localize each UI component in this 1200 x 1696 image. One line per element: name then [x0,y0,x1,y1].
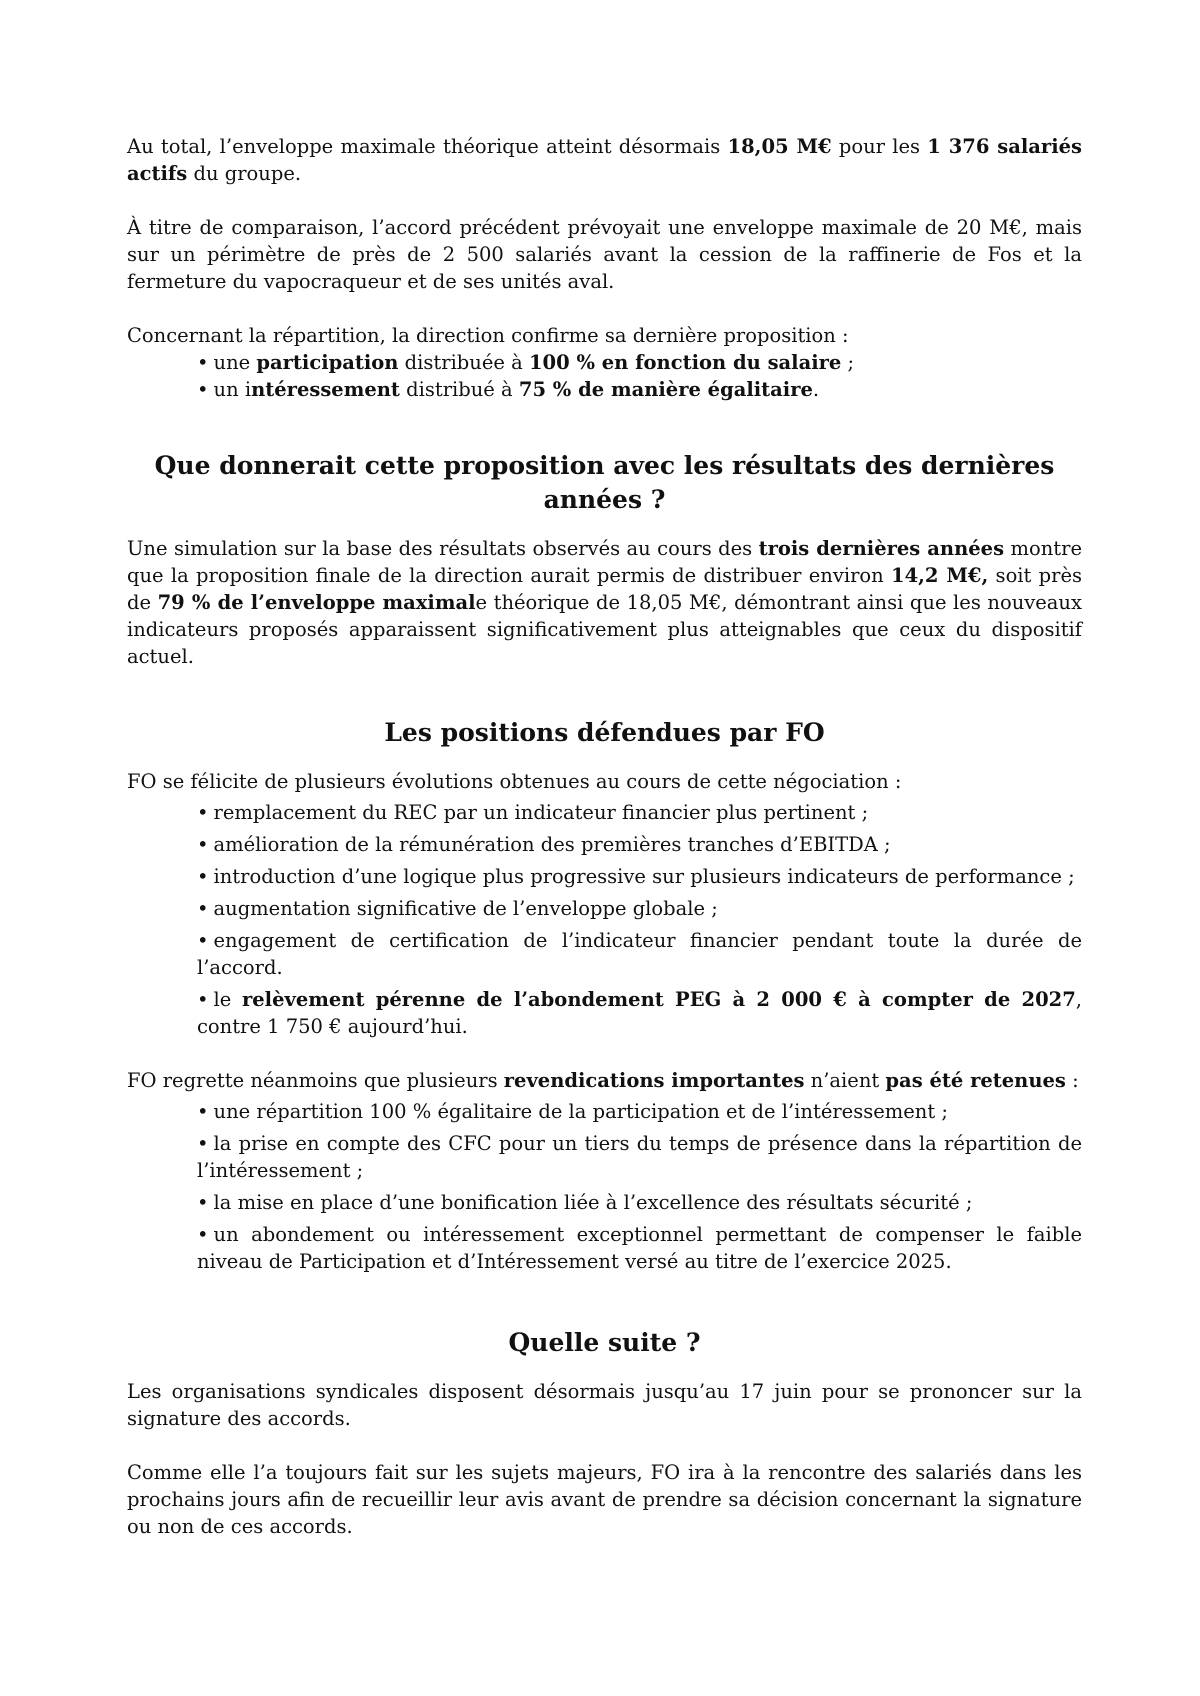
list-item: • une participation distribuée à 100 % en fonction du salaire ; [197,351,855,374]
bullet-icon: • [197,865,209,888]
list-item: • amélioration de la rémunération des premières tranches d’EBITDA ; [197,833,891,856]
list-item: • un abondement ou intéressement exceptionnel permettant de compenser le faible niveau de Participation et d’Intéressement versé au titre de l’exercice 2025. [197,1223,1082,1273]
bullet-icon: • [197,378,209,401]
total-paragraph: Au total, l’enveloppe maximale théorique atteint désormais 18,05 M€ pour les 1 376 salariés actifs du groupe. [127,135,1083,185]
comparison-paragraph: À titre de comparaison, l’accord précédent prévoyait une enveloppe maximale de 20 M€, mais sur un périmètre de près de 2 500 salariés avant la cession de la raffinerie de Fos et la fermeture du vapocraqueur et de ses unités aval. [127,216,1082,293]
list-item: • un intéressement distribué à 75 % de manière égalitaire. [197,378,820,401]
list-item: • introduction d’une logique plus progressive sur plusieurs indicateurs de performance ; [197,865,1075,888]
bullet-icon: • [197,351,209,374]
bullet-icon: • [197,1223,209,1246]
bullet-icon: • [197,1191,209,1214]
list-item: • engagement de certification de l’indicateur financier pendant toute la durée de l’accord. [197,929,1082,979]
bullet-icon: • [197,929,209,952]
positions-intro: FO se félicite de plusieurs évolutions obtenues au cours de cette négociation : [127,770,902,793]
section-heading-simulation: Que donnerait cette proposition avec les résultats des dernières années ? [154,451,1055,514]
regrets-list [127,1098,1082,1275]
deadline-paragraph: Les organisations syndicales disposent désormais jusqu’au 17 juin pour se prononcer sur la signature des accords. [127,1380,1082,1430]
bullet-icon: • [197,988,209,1011]
document-page [127,133,1082,1540]
section-heading-positions: Les positions défendues par FO [384,718,825,747]
list-item: • remplacement du REC par un indicateur financier plus pertinent ; [197,801,869,824]
total-employees: 1 376 salariés actifs [127,135,1083,185]
list-item: • le relèvement pérenne de l’abondement PEG à 2 000 € à compter de 2027, contre 1 750 € aujourd’hui. [197,988,1082,1038]
list-item: • la prise en compte des CFC pour un tiers du temps de présence dans la répartition de l’intéressement ; [197,1132,1082,1182]
distribution-list [127,349,1082,403]
list-item: • augmentation significative de l’enveloppe globale ; [197,897,718,920]
bullet-icon: • [197,1132,209,1155]
list-item: • une répartition 100 % égalitaire de la participation et de l’intéressement ; [197,1100,948,1123]
list-item: • la mise en place d’une bonification liée à l’excellence des résultats sécurité ; [197,1191,973,1214]
simulation-paragraph: Une simulation sur la base des résultats observés au cours des trois dernières années montre que la proposition finale de la direction aurait permis de distribuer environ 14,2 M€, soit près de 79 % de l’enveloppe maximale théorique de 18,05 M€, démontrant ainsi que les nouveaux indicateurs proposés apparaissent significativement plus atteignables que ceux du dispositif actuel. [127,537,1082,668]
bullet-icon: • [197,801,209,824]
total-amount: 18,05 M€ [727,135,832,158]
regret-intro: FO regrette néanmoins que plusieurs revendications importantes n’aient pas été retenues : [127,1069,1079,1092]
distribution-intro: Concernant la répartition, la direction confirme sa dernière proposition : [127,324,849,347]
bullet-icon: • [197,1100,209,1123]
bullet-icon: • [197,833,209,856]
section-heading-next-steps: Quelle suite ? [508,1328,701,1357]
bullet-icon: • [197,897,209,920]
achievements-list [127,799,1082,1040]
consultation-paragraph: Comme elle l’a toujours fait sur les sujets majeurs, FO ira à la rencontre des salariés dans les prochains jours afin de recueillir leur avis avant de prendre sa décision concernant la signature ou non de ces accords. [127,1461,1082,1538]
